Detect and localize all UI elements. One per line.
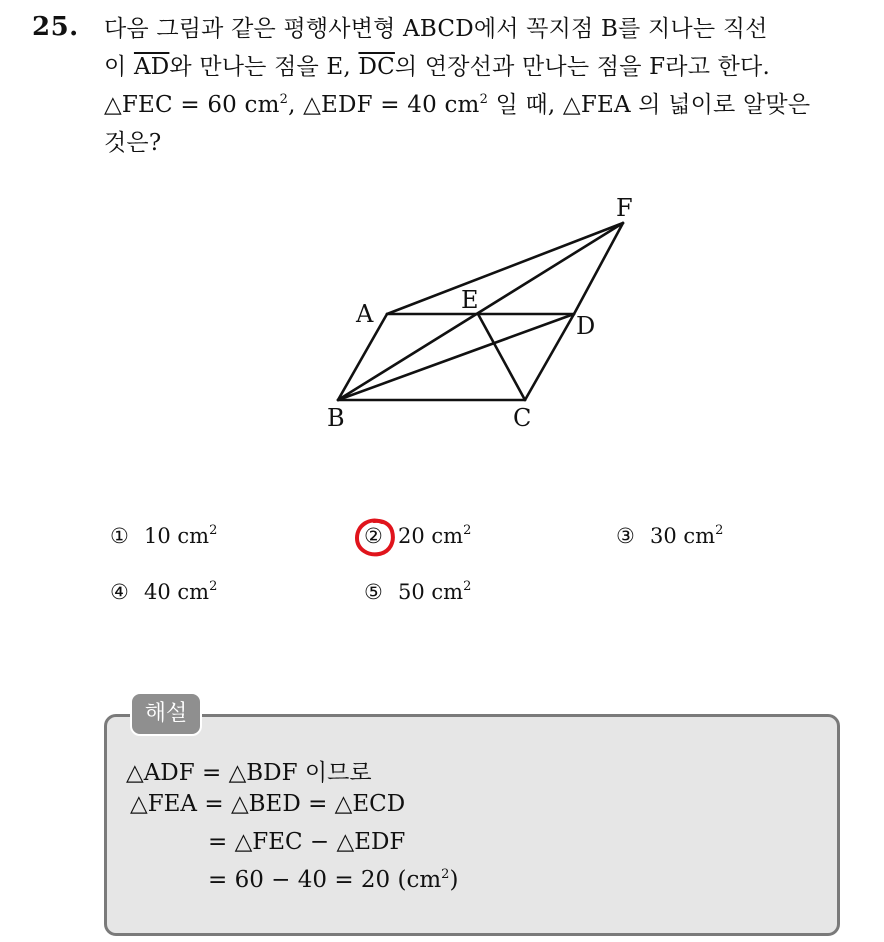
segment-ec xyxy=(478,314,525,400)
question-line-3: △FEC = 60 $cm^2$, △EDF = 40 $cm^2$ 일 때, △FEA 의 넓이로 알맞은 xyxy=(104,92,811,118)
solution-line-2: △FEA = △BED = △ECD xyxy=(130,791,406,817)
choice-3[interactable]: ③ 30 $cm^2$ xyxy=(616,523,724,548)
parallelogram-figure xyxy=(310,190,650,440)
label-a: A xyxy=(356,300,374,328)
choice-4[interactable]: ④ 40 $cm^2$ xyxy=(110,579,218,604)
side-dc xyxy=(525,314,574,400)
question-line-4: 것은? xyxy=(104,130,162,156)
solution-line-1: △ADF = △BDF 이므로 xyxy=(126,760,372,786)
label-f: F xyxy=(616,194,633,222)
choice-1[interactable]: ① 10 $cm^2$ xyxy=(110,523,218,548)
solution-line-4: = 60 − 40 = 20 $(cm^2)$ xyxy=(208,867,459,893)
segment-df-extension xyxy=(574,223,623,314)
solution-line-3: = △FEC − △EDF xyxy=(208,829,406,855)
answer-mark-circle xyxy=(352,514,398,560)
label-b: B xyxy=(327,404,345,432)
choice-2[interactable]: ② 20 $cm^2$ xyxy=(364,523,472,548)
label-e: E xyxy=(461,286,479,314)
label-d: D xyxy=(576,312,596,340)
solution-box xyxy=(104,714,840,936)
question-number: 25. xyxy=(32,12,79,42)
question-line-2: 이 $\overline{AD}$와 만나는 점을 E, $\overline{DC}$의 연장선과 만나는 점을 F라고 한다. xyxy=(104,54,770,80)
segment-af xyxy=(387,223,623,314)
label-c: C xyxy=(513,404,532,432)
segment-ad: $\overline{AD}$ xyxy=(133,54,170,80)
question-line-1: 다음 그림과 같은 평행사변형 ABCD에서 꼭지점 B를 지나는 직선 xyxy=(104,16,768,42)
solution-tab: 해설 xyxy=(130,692,202,736)
segment-dc: $\overline{DC}$ xyxy=(358,54,395,80)
choice-5[interactable]: ⑤ 50 $cm^2$ xyxy=(364,579,472,604)
